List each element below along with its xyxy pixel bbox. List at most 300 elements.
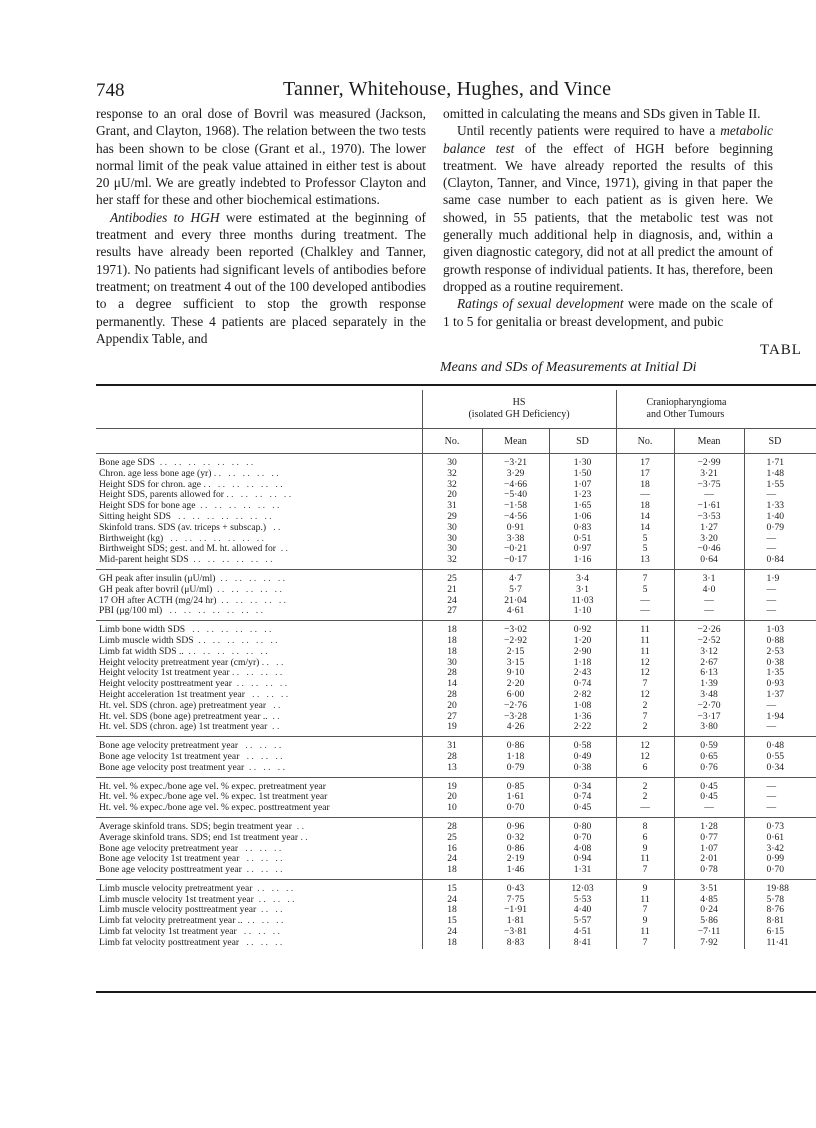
table-cell: 17 — [616, 454, 674, 469]
table-row — [96, 585, 816, 596]
table-cell: 6 — [616, 763, 674, 774]
table-row — [96, 905, 816, 916]
table-cell: 3·51 — [674, 879, 744, 894]
table-cell: — — [674, 596, 744, 607]
table-cell: 0·64 — [674, 555, 744, 566]
table-cell: 2·53 — [744, 647, 816, 658]
table-cell: — — [744, 596, 816, 607]
table-cell: 24 — [422, 927, 482, 938]
table-cell: 2·43 — [549, 668, 616, 679]
row-label: Height velocity posttreatment year — [99, 679, 232, 690]
table-cell: 16 — [422, 844, 482, 855]
row-label-cell — [96, 512, 422, 523]
row-label: Limb fat velocity posttreatment year — [99, 937, 240, 948]
table-cell: 0·92 — [549, 621, 616, 636]
table-cell: 21 — [422, 585, 482, 596]
row-label: Limb fat width SDS .. — [99, 646, 184, 657]
table-cell: 1·9 — [744, 569, 816, 584]
row-label-cell — [96, 844, 422, 855]
table-cell: 18 — [422, 621, 482, 636]
table-cell: 11·41 — [744, 938, 816, 949]
row-label: Bone age SDS — [99, 457, 155, 468]
table-cell: 20 — [422, 701, 482, 712]
table-cell: 0·73 — [744, 817, 816, 832]
table-cell: 14 — [616, 523, 674, 534]
row-label: Limb muscle velocity pretreatment year — [99, 882, 253, 894]
table-row — [96, 596, 816, 607]
table-cell: 7·92 — [674, 938, 744, 949]
col-header: SD — [549, 429, 616, 454]
table-row — [96, 879, 816, 894]
table-cell: — — [674, 606, 744, 617]
table-cell: 12 — [616, 668, 674, 679]
table-cell: −4·56 — [482, 512, 549, 523]
table-cell: 6·00 — [482, 690, 549, 701]
table-row — [96, 454, 816, 469]
table-row — [96, 480, 816, 491]
table-cell: 5·86 — [674, 916, 744, 927]
table-cell: 0·86 — [482, 844, 549, 855]
table-cell: 0·88 — [744, 636, 816, 647]
table-cell: −7·11 — [674, 927, 744, 938]
table-cell: 0·49 — [549, 752, 616, 763]
emphasis: metabolic balance test — [443, 123, 773, 156]
table-cell: 27 — [422, 606, 482, 617]
table-cell: 0·85 — [482, 777, 549, 792]
table-cell: 2·82 — [549, 690, 616, 701]
table-cell: 1·33 — [744, 501, 816, 512]
table-row — [96, 817, 816, 832]
table-cell: 3·48 — [674, 690, 744, 701]
table-cell: 24 — [422, 596, 482, 607]
table-cell: 8 — [616, 817, 674, 832]
row-label: Chron. age less bone age (yr) — [99, 468, 212, 479]
table-cell: 14 — [616, 512, 674, 523]
paragraph — [443, 295, 773, 330]
table-row — [96, 658, 816, 669]
table-cell: 4·51 — [549, 927, 616, 938]
table-cell: 18 — [422, 647, 482, 658]
table-cell: 11 — [616, 927, 674, 938]
leader-dots: . . — [266, 700, 281, 711]
table-cell: 4·26 — [482, 722, 549, 733]
table-row — [96, 621, 816, 636]
table-cell: 2·20 — [482, 679, 549, 690]
table-cell: 5 — [616, 544, 674, 555]
table-cell: 19 — [422, 777, 482, 792]
row-label-cell — [96, 927, 422, 938]
row-label: Height SDS for bone age — [99, 501, 196, 512]
table-cell: 20 — [422, 490, 482, 501]
row-label-cell — [96, 763, 422, 774]
page-number: 748 — [96, 80, 125, 101]
table-cell: −3·81 — [482, 927, 549, 938]
table-cell: 2 — [616, 701, 674, 712]
table-cell: 14 — [422, 679, 482, 690]
leader-dots: . . . . . . . . . . — [212, 584, 282, 595]
table-cell: 3·15 — [482, 658, 549, 669]
table-cell: 2·90 — [549, 647, 616, 658]
row-label-cell — [96, 668, 422, 679]
table-cell: 0·80 — [549, 817, 616, 832]
table-cell: 3·21 — [674, 469, 744, 480]
row-label: Skinfold trans. SDS (av. triceps + subscap.) — [99, 522, 267, 533]
group-header-tumours — [616, 390, 816, 429]
table-cell: 2·01 — [674, 854, 744, 865]
leader-dots: . . . . . . . . . . . . . . — [163, 533, 264, 544]
table-cell: 1·39 — [674, 679, 744, 690]
table-cell: 25 — [422, 569, 482, 584]
table-cell: −2·92 — [482, 636, 549, 647]
table-cell: 15 — [422, 916, 482, 927]
table-cell: −1·61 — [674, 501, 744, 512]
table-cell: — — [616, 606, 674, 617]
table-cell: 9 — [616, 916, 674, 927]
row-label-cell — [96, 701, 422, 712]
row-label: Ht. vel. % expec./bone age vel. % expec. 1st treatment year — [99, 792, 328, 803]
table-cell: 0·38 — [744, 658, 816, 669]
row-label: PBI (μg/100 ml) — [99, 606, 163, 617]
row-label-cell — [96, 621, 422, 636]
table-cell: −1·91 — [482, 905, 549, 916]
table-cell: 0·51 — [549, 534, 616, 545]
table-row — [96, 854, 816, 865]
table-cell: 8·41 — [549, 938, 616, 949]
table-cell: −3·75 — [674, 480, 744, 491]
table-cell: 18 — [422, 865, 482, 876]
leader-dots: . . — [266, 522, 281, 533]
table-row — [96, 555, 816, 566]
leader-dots: . . . . . . — [241, 865, 283, 876]
row-label: GH peak after bovril (μU/ml) — [99, 584, 213, 595]
row-label: Birthweight (kg) — [99, 533, 164, 544]
run-in-heading: Ratings of sexual development — [457, 296, 624, 312]
table-cell: 4·61 — [482, 606, 549, 617]
table-cell: −3·17 — [674, 712, 744, 723]
leader-dots: . . . . . . . . . . . . — [188, 555, 273, 566]
table-cell: 18 — [422, 636, 482, 647]
table-cell: 13 — [422, 763, 482, 774]
table-cell: 28 — [422, 817, 482, 832]
row-label: Bone age velocity posttreatment year — [99, 865, 242, 876]
table-cell: 3·1 — [674, 569, 744, 584]
row-label-cell — [96, 544, 422, 555]
leader-dots: . . . . . . . . . . — [216, 595, 287, 606]
table-cell: 1·48 — [744, 469, 816, 480]
leader-dots: . . . . . . . . . . . . — [185, 624, 272, 636]
table-cell: −2·26 — [674, 621, 744, 636]
table-cell: 0·96 — [482, 817, 549, 832]
table-cell: 7 — [616, 938, 674, 949]
table-cell: 28 — [422, 752, 482, 763]
table-cell: −1·58 — [482, 501, 549, 512]
group-header-hs — [422, 390, 616, 429]
table-cell: 18 — [422, 905, 482, 916]
row-label-cell — [96, 854, 422, 865]
row-label-cell — [96, 803, 422, 814]
table-cell: 17 — [616, 469, 674, 480]
table-cell: — — [744, 585, 816, 596]
leader-dots: . . — [291, 820, 304, 832]
table-cell: 1·07 — [549, 480, 616, 491]
table-top-rule — [96, 384, 816, 386]
table-cell: 2·19 — [482, 854, 549, 865]
table-cell: — — [744, 701, 816, 712]
table-row — [96, 701, 816, 712]
table-cell: 0·97 — [549, 544, 616, 555]
table-cell: 3·20 — [674, 534, 744, 545]
right-column — [443, 105, 773, 330]
table-cell: 29 — [422, 512, 482, 523]
table-cell: 2 — [616, 722, 674, 733]
table-cell: 0·76 — [674, 763, 744, 774]
table-cell: 0·84 — [744, 555, 816, 566]
table-cell: 11 — [616, 621, 674, 636]
table-row — [96, 737, 816, 752]
table-cell: 30 — [422, 534, 482, 545]
table-cell: 0·34 — [744, 763, 816, 774]
table-cell: 0·48 — [744, 737, 816, 752]
table-row — [96, 777, 816, 792]
table-cell: 6·15 — [744, 927, 816, 938]
leader-dots: . . . . . . . . . . — [215, 572, 286, 584]
table-cell: 12·03 — [549, 879, 616, 894]
table-cell: 1·10 — [549, 606, 616, 617]
row-label-cell — [96, 792, 422, 803]
table-row — [96, 722, 816, 733]
row-label: Bone age velocity post treatment year — [99, 762, 245, 773]
row-label-cell — [96, 752, 422, 763]
row-label-cell — [96, 879, 422, 894]
table-row — [96, 792, 816, 803]
table-cell: 1·65 — [549, 501, 616, 512]
group-subtitle: (isolated GH Deficiency) — [468, 409, 570, 420]
table-cell: 4·7 — [482, 569, 549, 584]
table-cell: 2·15 — [482, 647, 549, 658]
row-label: Height acceleration 1st treatment year — [99, 689, 245, 700]
row-label-cell — [96, 523, 422, 534]
row-label: Ht. vel. SDS (chron. age) pretreatment year — [99, 700, 267, 711]
row-label-cell — [96, 722, 422, 733]
table-cell: 11·03 — [549, 596, 616, 607]
table-cell: 3·4 — [549, 569, 616, 584]
table-cell: — — [744, 722, 816, 733]
table-cell: — — [744, 544, 816, 555]
row-label: Mid-parent height SDS — [99, 555, 189, 566]
table-cell: 4·40 — [549, 905, 616, 916]
row-label-cell — [96, 777, 422, 792]
leader-dots: . . . . . . . . . . . . . . — [170, 511, 272, 522]
table-cell: 28 — [422, 668, 482, 679]
row-label: Limb muscle velocity posttreatment year — [99, 905, 257, 916]
table-cell: 10 — [422, 803, 482, 814]
table-cell: 30 — [422, 544, 482, 555]
leader-dots: . . . . — [256, 905, 283, 916]
table-cell: 24 — [422, 895, 482, 906]
table-cell: 18 — [616, 480, 674, 491]
table-cell: 0·58 — [549, 737, 616, 752]
table-label: TABL — [760, 342, 802, 358]
table-cell: 1·40 — [744, 512, 816, 523]
row-label-cell — [96, 647, 422, 658]
table-cell: 1·03 — [744, 621, 816, 636]
table-cell: 13 — [616, 555, 674, 566]
row-label-cell — [96, 480, 422, 491]
table-cell: 5·78 — [744, 895, 816, 906]
table-cell: −2·99 — [674, 454, 744, 469]
table-cell: 7 — [616, 679, 674, 690]
table-cell: 0·24 — [674, 905, 744, 916]
table-cell: −3·02 — [482, 621, 549, 636]
table-cell: 0·83 — [549, 523, 616, 534]
table-cell: 6 — [616, 833, 674, 844]
table-row — [96, 668, 816, 679]
table-cell: — — [744, 792, 816, 803]
table-cell: 7 — [616, 905, 674, 916]
table-cell: 1·18 — [549, 658, 616, 669]
leader-dots: . . — [298, 832, 308, 843]
table-row — [96, 606, 816, 617]
table-cell: 0·70 — [744, 865, 816, 876]
row-label-cell — [96, 712, 422, 723]
leader-dots: . . . . . . — [239, 751, 283, 762]
paragraph — [96, 209, 426, 347]
table-cell: 20 — [422, 792, 482, 803]
table-cell: 1·31 — [549, 865, 616, 876]
table-cell: 2·67 — [674, 658, 744, 669]
paragraph-text: of the effect of HGH before beginning treatment. We have already reported the results of this (Clayton, Tanner, and Vince, 1971), giving in that paper the same case number to each patient as is given here. We showed, in 55 patients, that the metabolic test was not generally much additional help in diagnosis, and, within a given diagnostic category, did not at all predict the amount of growth response of individual patients. It has, therefore, been dropped as a routine requirement. — [443, 140, 773, 294]
table-cell: 2 — [616, 777, 674, 792]
leader-dots: . . . . . . . . . . . . . . — [154, 457, 254, 468]
table-cell: 0·79 — [482, 763, 549, 774]
table-cell: 0·91 — [482, 523, 549, 534]
left-column — [96, 105, 426, 347]
table-cell: 0·79 — [744, 523, 816, 534]
row-label: GH peak after insulin (μU/ml) — [99, 572, 216, 584]
col-header: SD — [744, 429, 816, 454]
table-cell: 3·80 — [674, 722, 744, 733]
table-cell: 1·06 — [549, 512, 616, 523]
table-cell: 31 — [422, 737, 482, 752]
table-row — [96, 523, 816, 534]
paragraph-text: Until recently patients were required to have a — [457, 123, 721, 139]
table-cell: 0·32 — [482, 833, 549, 844]
row-label-cell — [96, 555, 422, 566]
table-cell: 11 — [616, 854, 674, 865]
row-label-cell — [96, 737, 422, 752]
table-row — [96, 690, 816, 701]
table-cell: 0·43 — [482, 879, 549, 894]
leader-dots: . . . . . . . . . . . . — [201, 479, 283, 490]
leader-dots: . . . . . . . . . . — [211, 468, 279, 479]
row-label: Birthweight SDS; gest. and M. ht. allowed for — [99, 544, 276, 555]
table-cell: 1·37 — [744, 690, 816, 701]
table-row — [96, 916, 816, 927]
table-cell: 0·45 — [549, 803, 616, 814]
paragraph-text: were estimated at the beginning of treatment and every three months during treatment. The results have already been reported (Chalkley and Tanner, 1971). No patients had significant levels of antibodies before treatment; on treatment 4 out of the 100 developed antibodies to a degree sufficient to stop the growth response permanently. These 4 patients are placed separately in the Appendix Table, and — [96, 209, 426, 346]
row-label-cell — [96, 585, 422, 596]
leader-dots: . . . . . . — [252, 882, 294, 894]
table-row — [96, 501, 816, 512]
table-row — [96, 490, 816, 501]
leader-dots: . . . . . . . . . . . . — [195, 501, 280, 512]
row-label: Height velocity pretreatment year (cm/yr) — [99, 657, 260, 668]
table-cell: 1·30 — [549, 454, 616, 469]
table-cell: 1·35 — [744, 668, 816, 679]
table-cell: 9·10 — [482, 668, 549, 679]
table-row — [96, 647, 816, 658]
table-row — [96, 534, 816, 545]
table-cell: 28 — [422, 690, 482, 701]
run-in-heading: Antibodies to HGH — [110, 209, 220, 225]
leader-dots: . . . . . . — [238, 740, 282, 752]
table-cell: 12 — [616, 690, 674, 701]
table-cell: 1·20 — [549, 636, 616, 647]
table-row — [96, 895, 816, 906]
row-label-cell — [96, 690, 422, 701]
leader-dots: . . . . . . . . . . — [223, 490, 292, 501]
table-cell: — — [616, 803, 674, 814]
table-row — [96, 712, 816, 723]
table-cell: 1·07 — [674, 844, 744, 855]
row-label-cell — [96, 865, 422, 876]
table-cell: 0·74 — [549, 679, 616, 690]
leader-dots: . . — [267, 711, 280, 722]
table-cell: 1·55 — [744, 480, 816, 491]
table-cell: 0·61 — [744, 833, 816, 844]
row-label: Limb muscle velocity 1st treatment year — [99, 894, 254, 905]
table-cell: — — [744, 803, 816, 814]
table-cell: 0·70 — [482, 803, 549, 814]
table-row — [96, 636, 816, 647]
leader-dots: . . . . . . — [238, 843, 282, 854]
row-label: Ht. vel. SDS (bone age) pretreatment year .. — [99, 711, 268, 722]
table-cell: −5·40 — [482, 490, 549, 501]
table-cell: 1·50 — [549, 469, 616, 480]
table-cell: — — [744, 534, 816, 545]
table-cell: 31 — [422, 501, 482, 512]
table-cell: 0·93 — [744, 679, 816, 690]
row-label: Ht. vel. % expec./bone age vel. % expec. pretreatment year — [99, 780, 326, 792]
row-label-cell — [96, 469, 422, 480]
leader-dots: . . . . . . — [244, 762, 285, 773]
leader-dots: . . . . . . . . . . . . — [193, 635, 278, 646]
table-cell: −0·17 — [482, 555, 549, 566]
paragraph: response to an oral dose of Bovril was measured (Jackson, Grant, and Clayton, 1968). The relation between the two tests has been shown to be close (Grant et al., 1970). The lower normal limit of the peak value attained in either test is about 20 μU/ml. We are greatly indebted to Professor Clayton and her staff for these and other biochemical estimations. — [96, 106, 426, 208]
table-cell: — — [674, 803, 744, 814]
table-cell: 19·88 — [744, 879, 816, 894]
col-header: Mean — [674, 429, 744, 454]
row-label-cell — [96, 534, 422, 545]
table-cell: 0·59 — [674, 737, 744, 752]
running-head: Tanner, Whitehouse, Hughes, and Vince — [283, 78, 612, 100]
table-cell: 0·55 — [744, 752, 816, 763]
table-cell: −3·53 — [674, 512, 744, 523]
row-label: Average skinfold trans. SDS; end 1st treatment year — [99, 832, 299, 843]
table-row — [96, 679, 816, 690]
table-caption: Means and SDs of Measurements at Initial Di — [440, 360, 697, 375]
table-cell: — — [616, 596, 674, 607]
row-label: Height SDS, parents allowed for — [99, 490, 224, 501]
table-cell: 0·94 — [549, 854, 616, 865]
leader-dots: . . . . . . . . — [231, 679, 288, 690]
table-cell: 30 — [422, 658, 482, 669]
table-cell: 1·18 — [482, 752, 549, 763]
row-label: Bone age velocity 1st treatment year — [99, 854, 240, 865]
table-cell: 1·81 — [482, 916, 549, 927]
table-row — [96, 844, 816, 855]
row-label-cell — [96, 569, 422, 584]
